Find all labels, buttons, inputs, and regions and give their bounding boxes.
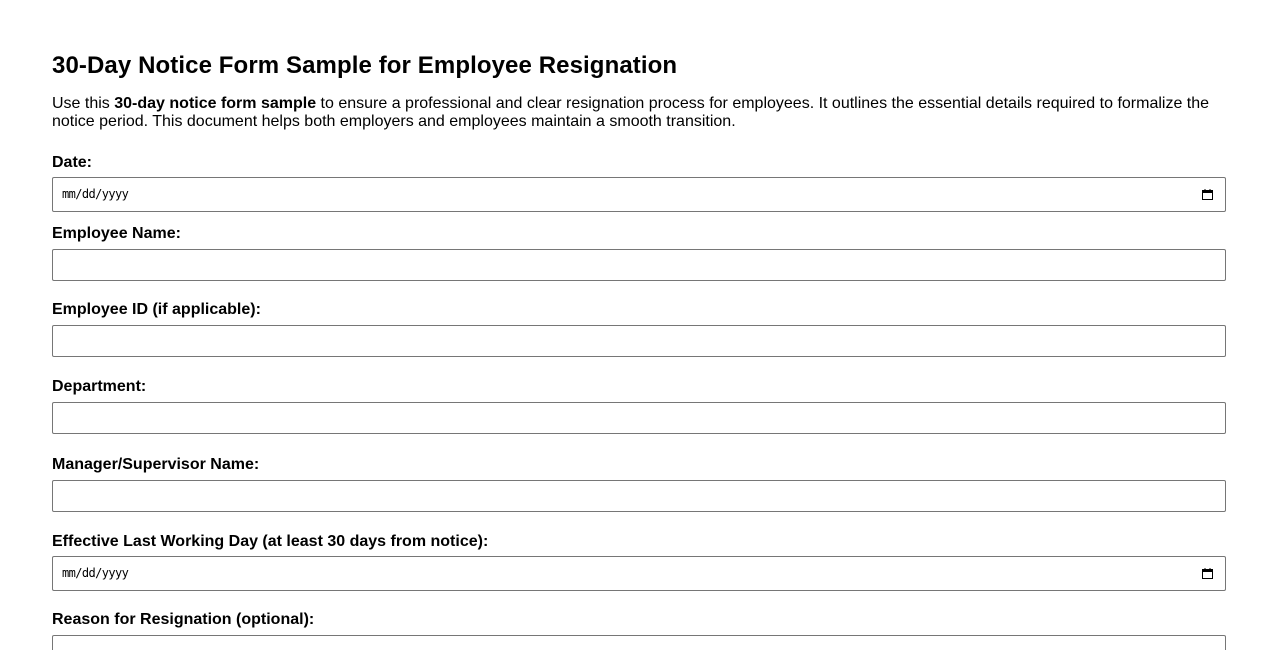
employee-id-label: Employee ID (if applicable): xyxy=(52,301,261,318)
department-label: Department: xyxy=(52,378,147,395)
employee-name-field-group xyxy=(52,225,1226,281)
date-placeholder: mm/dd/yyyy xyxy=(62,187,129,201)
manager-input[interactable] xyxy=(52,480,1226,512)
page-title: 30-Day Notice Form Sample for Employee Resignation xyxy=(52,52,678,79)
calendar-icon[interactable] xyxy=(1202,189,1213,200)
employee-id-field-group xyxy=(52,301,1226,357)
last-working-day-input[interactable] xyxy=(52,556,1226,591)
intro-suffix: to ensure a professional and clear resignation process for employees. It outlines the essential details required to formalize the notice period. This document helps both employers and employees maintain a smooth transition. xyxy=(52,95,1210,130)
reason-field-group xyxy=(52,611,1226,650)
last-working-day-label: Effective Last Working Day (at least 30 days from notice): xyxy=(52,533,489,550)
intro-bold-phrase: 30-day notice form sample xyxy=(114,95,317,112)
date-field-group xyxy=(52,154,1226,212)
calendar-icon[interactable] xyxy=(1202,568,1213,579)
date-input[interactable] xyxy=(52,177,1226,212)
reason-textarea[interactable] xyxy=(52,635,1226,650)
manager-label: Manager/Supervisor Name: xyxy=(52,456,260,473)
reason-label: Reason for Resignation (optional): xyxy=(52,611,315,628)
intro-prefix: Use this xyxy=(52,95,115,112)
date-label: Date: xyxy=(52,154,93,171)
employee-name-input[interactable] xyxy=(52,249,1226,281)
notice-form-page xyxy=(52,0,1226,650)
department-field-group xyxy=(52,378,1226,434)
department-input[interactable] xyxy=(52,402,1226,434)
employee-id-input[interactable] xyxy=(52,325,1226,357)
manager-field-group xyxy=(52,456,1226,512)
last-working-day-placeholder: mm/dd/yyyy xyxy=(62,566,129,580)
employee-name-label: Employee Name: xyxy=(52,225,181,242)
intro-paragraph xyxy=(52,95,1226,131)
last-working-day-field-group xyxy=(52,533,1226,591)
